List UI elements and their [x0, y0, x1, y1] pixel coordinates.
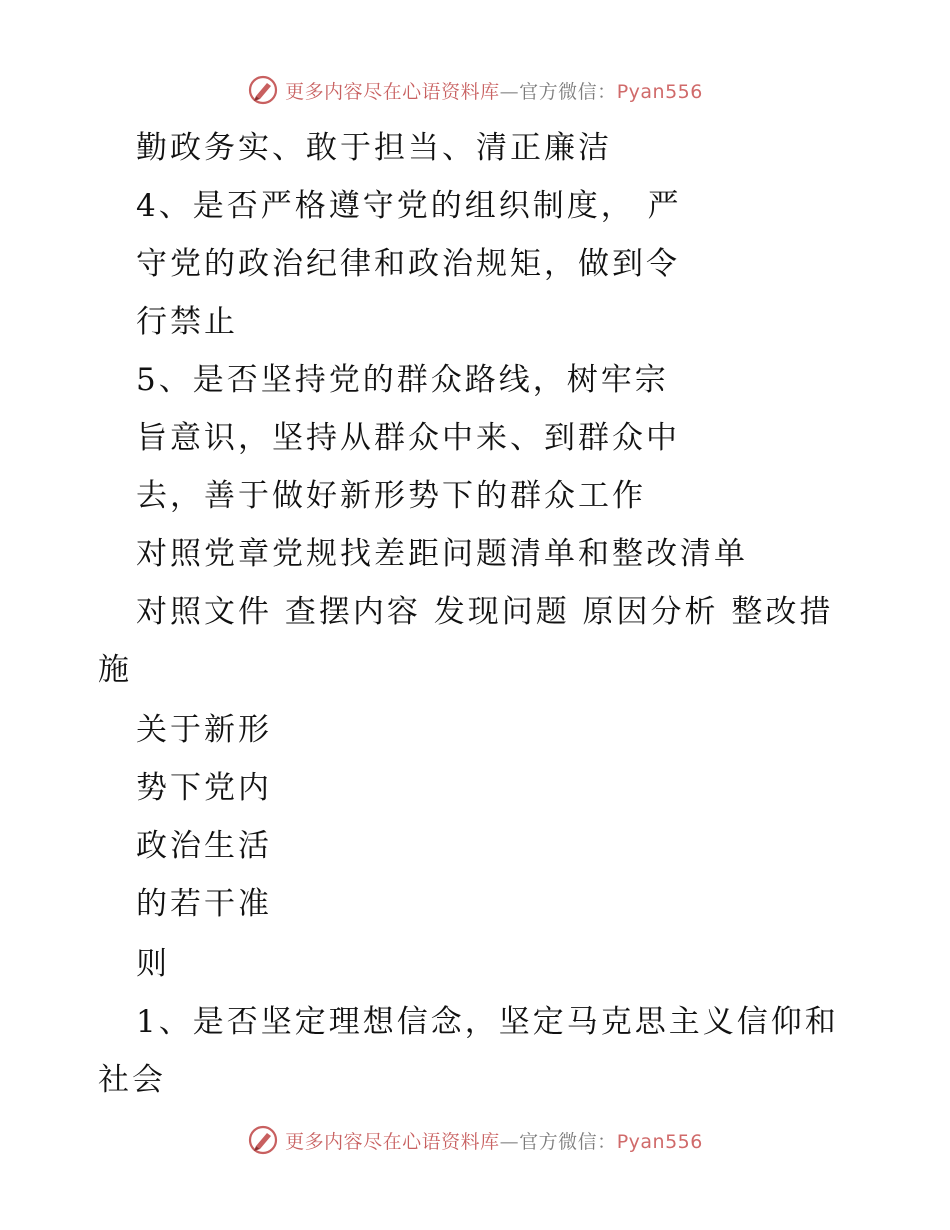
body-line: 则 [136, 946, 170, 982]
footer-watermark [0, 1120, 950, 1160]
body-line: 关于新形 [136, 712, 272, 748]
pen-logo-icon [247, 74, 279, 106]
footer-site-text: 更多内容尽在心语资料库 [285, 1130, 500, 1153]
body-line: 社会 [98, 1062, 166, 1098]
body-line: 守党的政治纪律和政治规矩，做到令 [136, 246, 680, 282]
body-line: 的若干准 [136, 886, 272, 922]
header-separator: — [499, 80, 520, 103]
body-line: 去，善于做好新形势下的群众工作 [136, 478, 646, 514]
pen-logo-icon [247, 1124, 279, 1156]
body-line: 施 [98, 652, 132, 688]
footer-wechat-label: 官方微信： [519, 1130, 617, 1153]
footer-separator: — [499, 1130, 520, 1153]
body-line: 政治生活 [136, 828, 272, 864]
body-line: 4、是否严格遵守党的组织制度， 严 [136, 188, 682, 224]
header-wechat-label: 官方微信： [519, 80, 617, 103]
header-site-text: 更多内容尽在心语资料库 [285, 80, 500, 103]
body-line: 行禁止 [136, 304, 238, 340]
body-line: 旨意识，坚持从群众中来、到群众中 [136, 420, 680, 456]
body-line: 对照文件 查摆内容 发现问题 原因分析 整改措 [136, 594, 834, 630]
body-line: 勤政务实、敢于担当、清正廉洁 [136, 130, 612, 166]
body-line: 5、是否坚持党的群众路线，树牢宗 [136, 362, 669, 398]
header-watermark [0, 70, 950, 110]
body-line: 势下党内 [136, 770, 272, 806]
header-wechat-id: Pyan556 [616, 80, 703, 103]
footer-wechat-id: Pyan556 [616, 1130, 703, 1153]
body-line: 对照党章党规找差距问题清单和整改清单 [136, 536, 748, 572]
body-line: 1、是否坚定理想信念，坚定马克思主义信仰和 [136, 1004, 839, 1040]
